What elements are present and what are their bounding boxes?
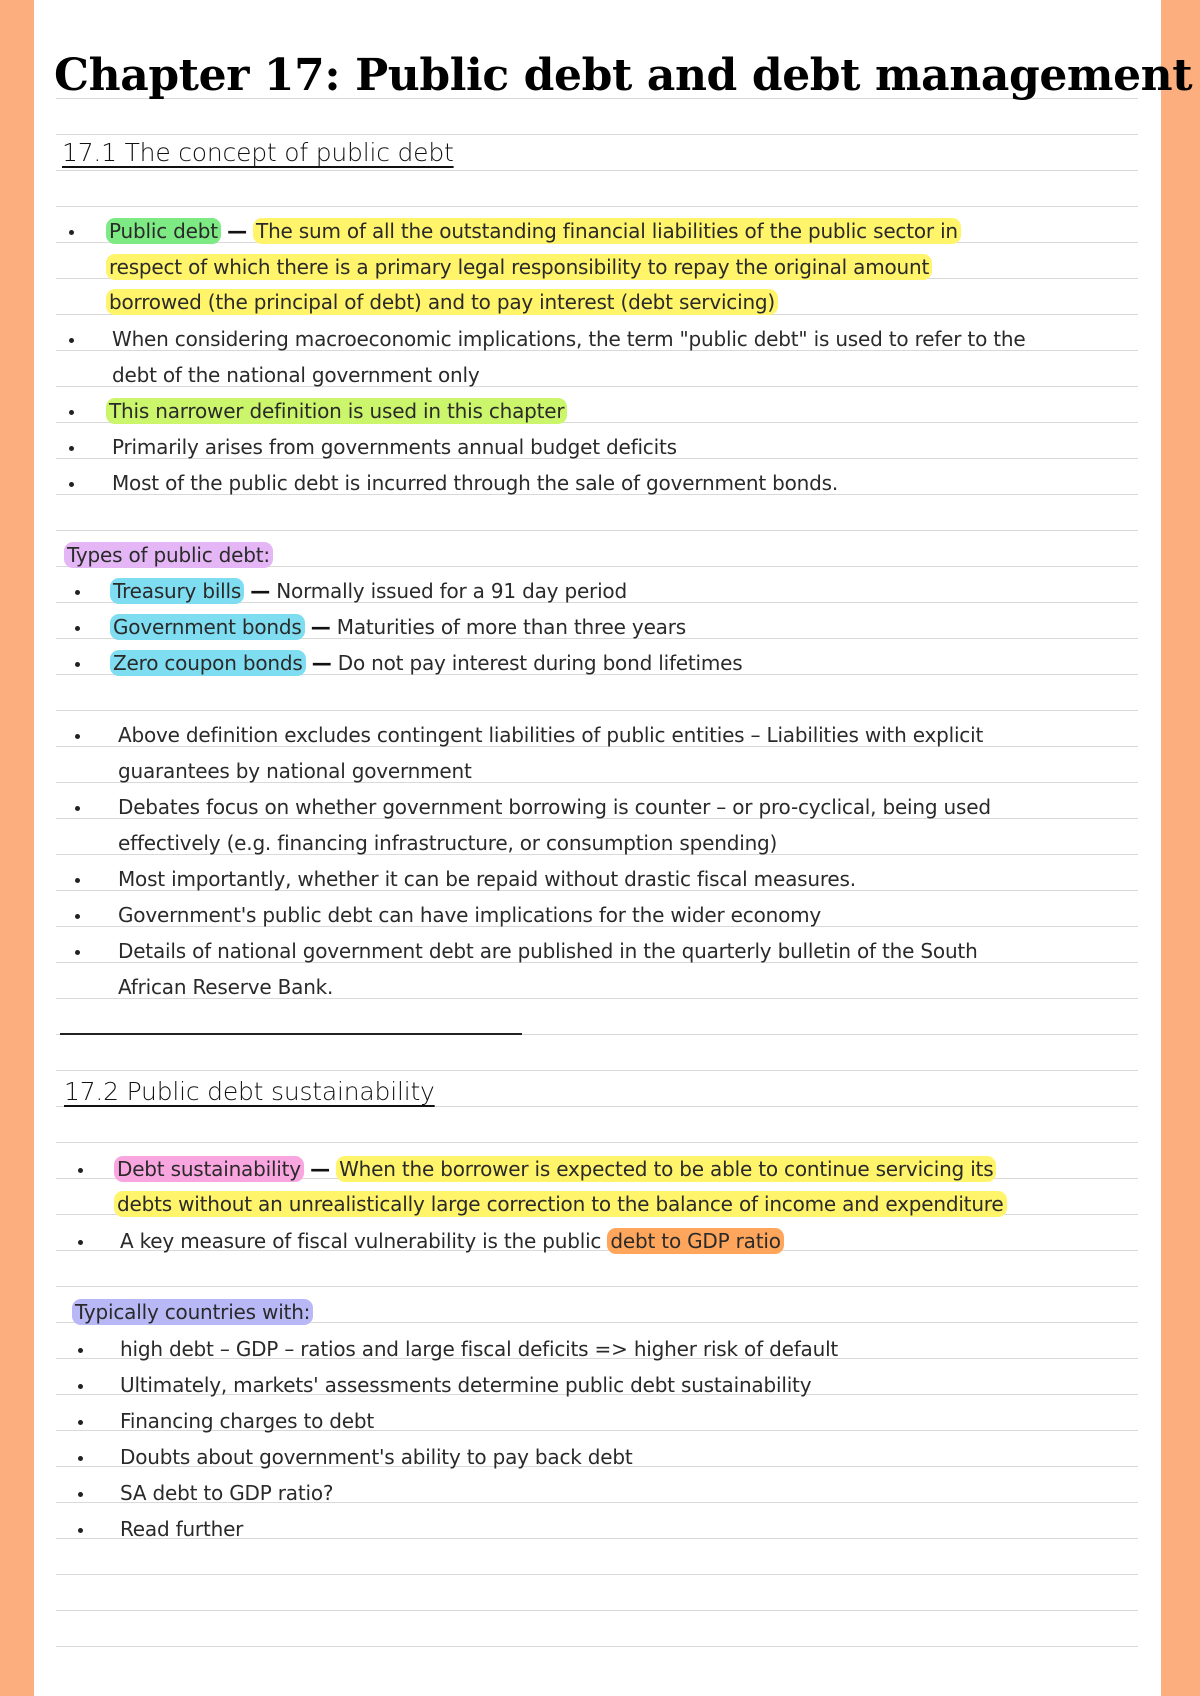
term-debt-sustainability: Debt sustainability	[114, 1156, 304, 1182]
implications-line: Government's public debt can have implications for the wider economy	[118, 903, 822, 927]
bullet	[75, 914, 80, 919]
type-item	[110, 649, 743, 677]
em-dash: —	[250, 579, 271, 603]
public-debt-definition-cont	[106, 253, 932, 281]
ruled-line	[56, 206, 1138, 207]
bullet	[78, 1492, 83, 1497]
list-item: Financing charges to debt	[120, 1409, 375, 1433]
em-dash: —	[310, 1157, 330, 1181]
ruled-line	[56, 1610, 1138, 1611]
section-divider	[60, 1033, 522, 1035]
ruled-line	[56, 170, 1138, 171]
definition-line-1: The sum of all the outstanding financial liabilities of the public sector in	[253, 218, 961, 244]
bullet	[75, 734, 80, 739]
list-item: SA debt to GDP ratio?	[120, 1481, 334, 1505]
type-term: Treasury bills	[110, 578, 244, 604]
exclusion-line-1: Above definition excludes contingent liabilities of public entities – Liabilities with explicit	[118, 723, 984, 747]
ruled-line	[56, 1070, 1138, 1071]
sustainability-def-line-2: debts without an unrealistically large correction to the balance of income and expenditure	[114, 1191, 1007, 1217]
typically-label	[72, 1298, 313, 1326]
ruled-line	[56, 530, 1138, 531]
type-term: Government bonds	[110, 614, 305, 640]
ruled-line	[56, 1574, 1138, 1575]
bullet	[75, 806, 80, 811]
bullet	[75, 662, 80, 667]
bonds-line: Most of the public debt is incurred through the sale of government bonds.	[112, 471, 839, 495]
list-item: Ultimately, markets' assessments determine public debt sustainability	[120, 1373, 812, 1397]
type-desc: Maturities of more than three years	[336, 615, 686, 639]
debt-to-gdp-highlight: debt to GDP ratio	[607, 1228, 783, 1254]
measure-prefix: A key measure of fiscal vulnerability is the public	[120, 1229, 602, 1253]
bullet	[78, 1456, 83, 1461]
bullet	[78, 1348, 83, 1353]
term-public-debt: Public debt	[106, 218, 221, 244]
em-dash: —	[227, 219, 247, 243]
ruled-line	[56, 1646, 1138, 1647]
sustainability-def-line-1: When the borrower is expected to be able to continue servicing its	[336, 1156, 996, 1182]
typically-label-highlight: Typically countries with:	[72, 1299, 313, 1325]
debate-line-1: Debates focus on whether government borrowing is counter – or pro-cyclical, being used	[118, 795, 991, 819]
ruled-line	[56, 710, 1138, 711]
type-term: Zero coupon bonds	[110, 650, 306, 676]
details-line-2: African Reserve Bank.	[118, 975, 334, 999]
bullet	[78, 1240, 83, 1245]
em-dash: —	[311, 651, 332, 675]
definition-line-2: respect of which there is a primary legal responsibility to repay the original amount	[106, 254, 932, 280]
em-dash: —	[310, 615, 331, 639]
bullet	[78, 1528, 83, 1533]
bullet	[69, 338, 74, 343]
ruled-line	[56, 134, 1138, 135]
bullet	[69, 410, 74, 415]
page-title: Chapter 17: Public debt and debt management	[54, 50, 1193, 101]
debt-sustainability-definition-cont	[114, 1190, 1007, 1218]
repaid-line: Most importantly, whether it can be repaid without drastic fiscal measures.	[118, 867, 856, 891]
bullet	[78, 1420, 83, 1425]
list-item: Read further	[120, 1517, 244, 1541]
section-heading-17-2: 17.2 Public debt sustainability	[64, 1077, 435, 1106]
arises-line: Primarily arises from governments annual budget deficits	[112, 435, 677, 459]
types-label-highlight: Types of public debt:	[64, 542, 273, 568]
fiscal-vulnerability-line	[120, 1227, 784, 1255]
debt-sustainability-definition	[114, 1155, 996, 1183]
type-desc: Normally issued for a 91 day period	[276, 579, 627, 603]
debate-line-2: effectively (e.g. financing infrastructure, or consumption spending)	[118, 831, 778, 855]
types-of-debt-label	[64, 541, 273, 569]
notebook-page	[34, 0, 1193, 1696]
bullet	[78, 1384, 83, 1389]
list-item: Doubts about government's ability to pay back debt	[120, 1445, 633, 1469]
bullet	[69, 230, 74, 235]
public-debt-definition	[106, 217, 961, 245]
details-line-1: Details of national government debt are published in the quarterly bulletin of the South	[118, 939, 978, 963]
type-item	[110, 613, 686, 641]
bullet	[69, 482, 74, 487]
bullet	[78, 1168, 83, 1173]
bullet	[75, 878, 80, 883]
bullet	[75, 626, 80, 631]
narrow-definition-highlight: This narrower definition is used in this chapter	[106, 398, 567, 424]
macro-line-2: debt of the national government only	[112, 363, 480, 387]
ruled-line	[56, 1106, 1138, 1107]
bullet	[69, 446, 74, 451]
type-desc: Do not pay interest during bond lifetimes	[337, 651, 743, 675]
exclusion-line-2: guarantees by national government	[118, 759, 472, 783]
bullet	[75, 590, 80, 595]
narrow-definition-note	[106, 397, 567, 425]
bullet	[75, 950, 80, 955]
ruled-line	[56, 1286, 1138, 1287]
section-heading-17-1: 17.1 The concept of public debt	[62, 138, 454, 167]
type-item	[110, 577, 627, 605]
macro-line-1: When considering macroeconomic implications, the term "public debt" is used to refer to the	[112, 327, 1026, 351]
public-debt-definition-cont	[106, 288, 778, 316]
ruled-line	[56, 1142, 1138, 1143]
definition-line-3: borrowed (the principal of debt) and to pay interest (debt servicing)	[106, 289, 778, 315]
list-item: high debt – GDP – ratios and large fiscal deficits => higher risk of default	[120, 1337, 839, 1361]
